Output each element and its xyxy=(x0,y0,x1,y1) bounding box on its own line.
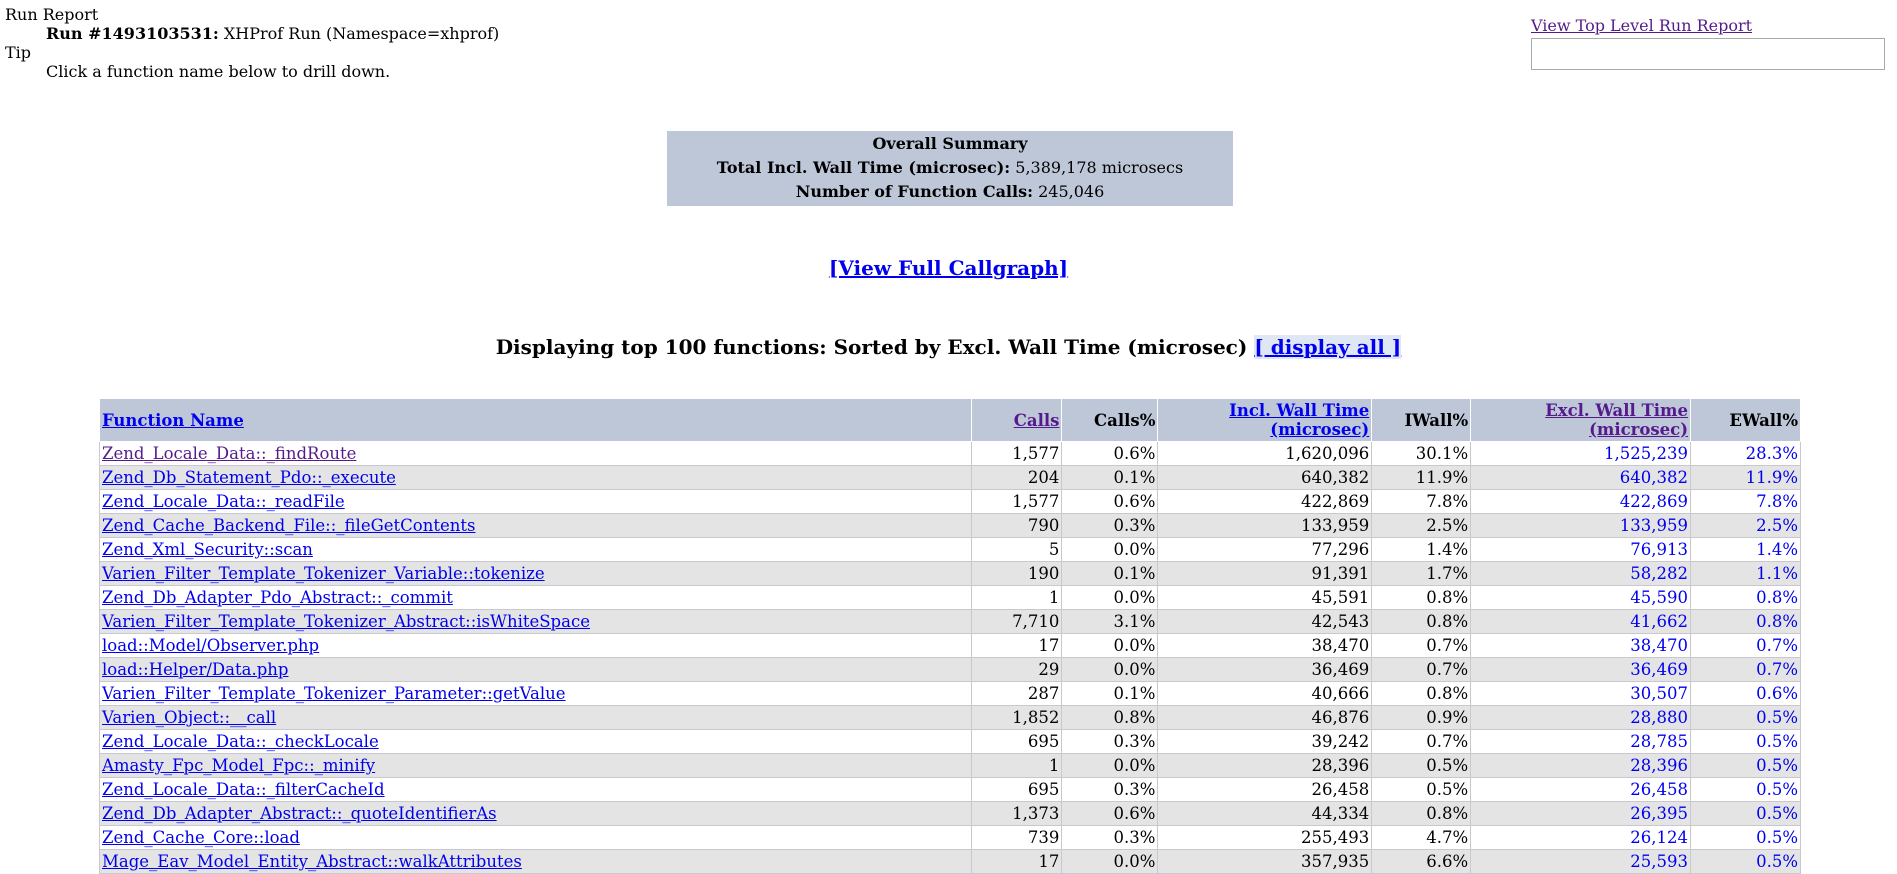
excl-wall-cell: 28,396 xyxy=(1471,754,1691,778)
excl-wall-cell: 133,959 xyxy=(1471,514,1691,538)
function-link[interactable]: Varien_Filter_Template_Tokenizer_Variable::tokenize xyxy=(102,564,545,583)
calls-pct-cell: 0.0% xyxy=(1062,634,1158,658)
iwall-pct-cell: 0.8% xyxy=(1372,610,1471,634)
excl-wall-cell: 30,507 xyxy=(1471,682,1691,706)
ewall-pct-cell: 28.3% xyxy=(1691,442,1801,466)
excl-wall-cell: 25,593 xyxy=(1471,850,1691,874)
excl-wall-cell: 28,785 xyxy=(1471,730,1691,754)
incl-wall-cell: 39,242 xyxy=(1158,730,1372,754)
callgraph-section xyxy=(0,256,1897,280)
calls-pct-cell: 0.3% xyxy=(1062,826,1158,850)
incl-wall-cell: 40,666 xyxy=(1158,682,1372,706)
function-name-cell xyxy=(100,562,972,586)
incl-wall-cell: 45,591 xyxy=(1158,586,1372,610)
col-excl-wall-time[interactable] xyxy=(1471,399,1691,442)
table-row xyxy=(100,634,1801,658)
function-link[interactable]: Varien_Filter_Template_Tokenizer_Abstract::isWhiteSpace xyxy=(102,612,590,631)
calls-pct-cell: 0.0% xyxy=(1062,538,1158,562)
calls-pct-cell: 0.3% xyxy=(1062,730,1158,754)
calls-pct-cell: 0.6% xyxy=(1062,442,1158,466)
function-name-cell xyxy=(100,610,972,634)
calls-cell: 695 xyxy=(972,730,1062,754)
incl-wall-cell: 422,869 xyxy=(1158,490,1372,514)
ewall-pct-cell: 2.5% xyxy=(1691,514,1801,538)
iwall-pct-cell: 0.5% xyxy=(1372,754,1471,778)
function-link[interactable]: Zend_Cache_Backend_File::_fileGetContents xyxy=(102,516,476,535)
calls-cell: 1,373 xyxy=(972,802,1062,826)
ewall-pct-cell: 0.8% xyxy=(1691,586,1801,610)
view-full-callgraph-link[interactable]: [View Full Callgraph] xyxy=(828,256,1069,280)
calls-pct-cell: 3.1% xyxy=(1062,610,1158,634)
function-link[interactable]: Zend_Locale_Data::_readFile xyxy=(102,492,345,511)
ewall-pct-cell: 0.5% xyxy=(1691,754,1801,778)
calls-pct-cell: 0.6% xyxy=(1062,490,1158,514)
function-name-cell xyxy=(100,850,972,874)
col-incl-wall-time[interactable] xyxy=(1158,399,1372,442)
calls-cell: 29 xyxy=(972,658,1062,682)
calls-pct-cell: 0.1% xyxy=(1062,682,1158,706)
excl-wall-cell: 36,469 xyxy=(1471,658,1691,682)
function-name-cell xyxy=(100,442,972,466)
ewall-pct-cell: 0.5% xyxy=(1691,826,1801,850)
incl-wall-cell: 640,382 xyxy=(1158,466,1372,490)
incl-wall-cell: 255,493 xyxy=(1158,826,1372,850)
calls-pct-cell: 0.0% xyxy=(1062,754,1158,778)
table-row xyxy=(100,514,1801,538)
excl-wall-cell: 640,382 xyxy=(1471,466,1691,490)
table-header-row xyxy=(100,399,1801,442)
run-report-header xyxy=(5,5,499,81)
table-row xyxy=(100,466,1801,490)
calls-pct-cell: 0.1% xyxy=(1062,466,1158,490)
summary-title: Overall Summary xyxy=(872,134,1028,153)
function-link[interactable]: Zend_Cache_Core::load xyxy=(102,828,300,847)
function-name-cell xyxy=(100,802,972,826)
iwall-pct-cell: 0.7% xyxy=(1372,634,1471,658)
tip-text: Click a function name below to drill down. xyxy=(46,62,391,81)
summary-wall-label: Total Incl. Wall Time (microsec): xyxy=(716,158,1011,177)
sort-function-name-link[interactable]: Function Name xyxy=(102,410,244,430)
incl-wall-cell: 357,935 xyxy=(1158,850,1372,874)
calls-cell: 287 xyxy=(972,682,1062,706)
function-link[interactable]: Varien_Object::__call xyxy=(102,708,277,727)
display-all-link[interactable]: [ display all ] xyxy=(1254,335,1402,359)
calls-cell: 17 xyxy=(972,634,1062,658)
table-row xyxy=(100,586,1801,610)
excl-wall-cell: 422,869 xyxy=(1471,490,1691,514)
incl-wall-cell: 91,391 xyxy=(1158,562,1372,586)
function-name-cell xyxy=(100,754,972,778)
function-link[interactable]: Varien_Filter_Template_Tokenizer_Parameter::getValue xyxy=(102,684,566,703)
calls-cell: 7,710 xyxy=(972,610,1062,634)
view-top-level-link[interactable]: View Top Level Run Report xyxy=(1531,16,1753,35)
ewall-pct-cell: 0.5% xyxy=(1691,730,1801,754)
table-row xyxy=(100,730,1801,754)
function-name-cell xyxy=(100,514,972,538)
function-link[interactable]: Mage_Eav_Model_Entity_Abstract::walkAttributes xyxy=(102,852,522,871)
iwall-pct-cell: 6.6% xyxy=(1372,850,1471,874)
incl-wall-cell: 46,876 xyxy=(1158,706,1372,730)
col-calls-pct: Calls% xyxy=(1062,399,1158,442)
function-name-cell xyxy=(100,682,972,706)
incl-wall-cell: 44,334 xyxy=(1158,802,1372,826)
ewall-pct-cell: 0.5% xyxy=(1691,850,1801,874)
function-link[interactable]: Zend_Locale_Data::_findRoute xyxy=(102,444,357,463)
function-name-cell xyxy=(100,586,972,610)
calls-pct-cell: 0.3% xyxy=(1062,778,1158,802)
calls-cell: 1 xyxy=(972,754,1062,778)
sort-excl-wall-link[interactable]: Excl. Wall Time (microsec) xyxy=(1545,401,1688,439)
excl-wall-cell: 26,395 xyxy=(1471,802,1691,826)
calls-cell: 790 xyxy=(972,514,1062,538)
function-link[interactable]: Zend_Db_Adapter_Abstract::_quoteIdentifierAs xyxy=(102,804,497,823)
calls-pct-cell: 0.0% xyxy=(1062,658,1158,682)
ewall-pct-cell: 0.5% xyxy=(1691,778,1801,802)
incl-wall-cell: 28,396 xyxy=(1158,754,1372,778)
function-link[interactable]: Amasty_Fpc_Model_Fpc::_minify xyxy=(102,756,376,775)
function-name-cell xyxy=(100,634,972,658)
calls-pct-cell: 0.3% xyxy=(1062,514,1158,538)
calls-pct-cell: 0.0% xyxy=(1062,850,1158,874)
summary-wall-time xyxy=(667,156,1233,180)
ewall-pct-cell: 0.8% xyxy=(1691,610,1801,634)
excl-wall-cell: 58,282 xyxy=(1471,562,1691,586)
table-row xyxy=(100,562,1801,586)
ewall-pct-cell: 0.5% xyxy=(1691,706,1801,730)
excl-wall-cell: 38,470 xyxy=(1471,634,1691,658)
ewall-pct-cell: 1.4% xyxy=(1691,538,1801,562)
sort-incl-wall-link[interactable]: Incl. Wall Time (microsec) xyxy=(1229,401,1370,439)
iwall-pct-cell: 1.4% xyxy=(1372,538,1471,562)
table-row xyxy=(100,850,1801,874)
function-link[interactable]: Zend_Db_Adapter_Pdo_Abstract::_commit xyxy=(102,588,453,607)
run-info xyxy=(5,24,499,43)
function-name-cell xyxy=(100,778,972,802)
table-row xyxy=(100,610,1801,634)
col-ewall-pct: EWall% xyxy=(1691,399,1801,442)
summary-calls-value: 245,046 xyxy=(1038,182,1105,201)
run-description: XHProf Run (Namespace=xhprof) xyxy=(223,24,500,43)
iwall-pct-cell: 0.8% xyxy=(1372,802,1471,826)
calls-cell: 1 xyxy=(972,586,1062,610)
iwall-pct-cell: 4.7% xyxy=(1372,826,1471,850)
iwall-pct-cell: 2.5% xyxy=(1372,514,1471,538)
function-name-cell xyxy=(100,658,972,682)
function-link[interactable]: Zend_Locale_Data::_checkLocale xyxy=(102,732,379,751)
function-table xyxy=(99,398,1801,874)
function-link[interactable]: load::Model/Observer.php xyxy=(102,636,320,655)
ewall-pct-cell: 0.5% xyxy=(1691,802,1801,826)
overall-summary xyxy=(667,131,1233,206)
ewall-pct-cell: 0.7% xyxy=(1691,634,1801,658)
calls-pct-cell: 0.1% xyxy=(1062,562,1158,586)
function-link[interactable]: Zend_Locale_Data::_filterCacheId xyxy=(102,780,385,799)
incl-wall-cell: 26,458 xyxy=(1158,778,1372,802)
excl-wall-cell: 41,662 xyxy=(1471,610,1691,634)
function-search-input[interactable] xyxy=(1531,38,1885,70)
iwall-pct-cell: 0.5% xyxy=(1372,778,1471,802)
calls-cell: 5 xyxy=(972,538,1062,562)
function-link[interactable]: Zend_Db_Statement_Pdo::_execute xyxy=(102,468,396,487)
iwall-pct-cell: 0.9% xyxy=(1372,706,1471,730)
table-row xyxy=(100,778,1801,802)
iwall-pct-cell: 0.8% xyxy=(1372,682,1471,706)
calls-cell: 1,577 xyxy=(972,442,1062,466)
summary-call-count xyxy=(667,180,1233,204)
col-function-name[interactable] xyxy=(100,399,972,442)
calls-cell: 1,852 xyxy=(972,706,1062,730)
calls-cell: 17 xyxy=(972,850,1062,874)
col-iwall-pct: IWall% xyxy=(1372,399,1471,442)
table-row xyxy=(100,706,1801,730)
table-row xyxy=(100,802,1801,826)
iwall-pct-cell: 7.8% xyxy=(1372,490,1471,514)
excl-wall-cell: 28,880 xyxy=(1471,706,1691,730)
ewall-pct-cell: 7.8% xyxy=(1691,490,1801,514)
excl-wall-cell: 1,525,239 xyxy=(1471,442,1691,466)
summary-calls-label: Number of Function Calls: xyxy=(795,182,1033,201)
table-row xyxy=(100,442,1801,466)
ewall-pct-cell: 0.7% xyxy=(1691,658,1801,682)
table-row xyxy=(100,682,1801,706)
excl-wall-cell: 26,124 xyxy=(1471,826,1691,850)
function-name-cell xyxy=(100,490,972,514)
page-title: Run Report xyxy=(5,5,99,24)
iwall-pct-cell: 0.7% xyxy=(1372,730,1471,754)
calls-cell: 695 xyxy=(972,778,1062,802)
sort-calls-link[interactable]: Calls xyxy=(1013,410,1060,430)
table-row xyxy=(100,754,1801,778)
run-label: Run #1493103531: xyxy=(46,24,219,43)
table-row xyxy=(100,538,1801,562)
calls-pct-cell: 0.6% xyxy=(1062,802,1158,826)
incl-wall-cell: 133,959 xyxy=(1158,514,1372,538)
function-name-cell xyxy=(100,730,972,754)
function-name-cell xyxy=(100,466,972,490)
calls-pct-cell: 0.0% xyxy=(1062,586,1158,610)
ewall-pct-cell: 11.9% xyxy=(1691,466,1801,490)
function-link[interactable]: load::Helper/Data.php xyxy=(102,660,289,679)
tip-label: Tip xyxy=(5,43,32,62)
sort-info-text: Displaying top 100 functions: Sorted by Excl. Wall Time (microsec) xyxy=(495,335,1248,359)
incl-wall-cell: 1,620,096 xyxy=(1158,442,1372,466)
ewall-pct-cell: 1.1% xyxy=(1691,562,1801,586)
excl-wall-cell: 76,913 xyxy=(1471,538,1691,562)
iwall-pct-cell: 1.7% xyxy=(1372,562,1471,586)
iwall-pct-cell: 0.7% xyxy=(1372,658,1471,682)
calls-cell: 739 xyxy=(972,826,1062,850)
table-row xyxy=(100,658,1801,682)
iwall-pct-cell: 30.1% xyxy=(1372,442,1471,466)
incl-wall-cell: 36,469 xyxy=(1158,658,1372,682)
col-calls[interactable] xyxy=(972,399,1062,442)
iwall-pct-cell: 0.8% xyxy=(1372,586,1471,610)
table-row xyxy=(100,826,1801,850)
function-name-cell xyxy=(100,826,972,850)
ewall-pct-cell: 0.6% xyxy=(1691,682,1801,706)
calls-pct-cell: 0.8% xyxy=(1062,706,1158,730)
function-link[interactable]: Zend_Xml_Security::scan xyxy=(102,540,313,559)
excl-wall-cell: 26,458 xyxy=(1471,778,1691,802)
function-name-cell xyxy=(100,706,972,730)
sort-info xyxy=(0,335,1897,359)
calls-cell: 204 xyxy=(972,466,1062,490)
function-name-cell xyxy=(100,538,972,562)
incl-wall-cell: 38,470 xyxy=(1158,634,1372,658)
incl-wall-cell: 42,543 xyxy=(1158,610,1372,634)
top-level-panel xyxy=(1531,16,1885,70)
calls-cell: 190 xyxy=(972,562,1062,586)
excl-wall-cell: 45,590 xyxy=(1471,586,1691,610)
table-row xyxy=(100,490,1801,514)
calls-cell: 1,577 xyxy=(972,490,1062,514)
summary-wall-value: 5,389,178 microsecs xyxy=(1015,158,1184,177)
incl-wall-cell: 77,296 xyxy=(1158,538,1372,562)
iwall-pct-cell: 11.9% xyxy=(1372,466,1471,490)
